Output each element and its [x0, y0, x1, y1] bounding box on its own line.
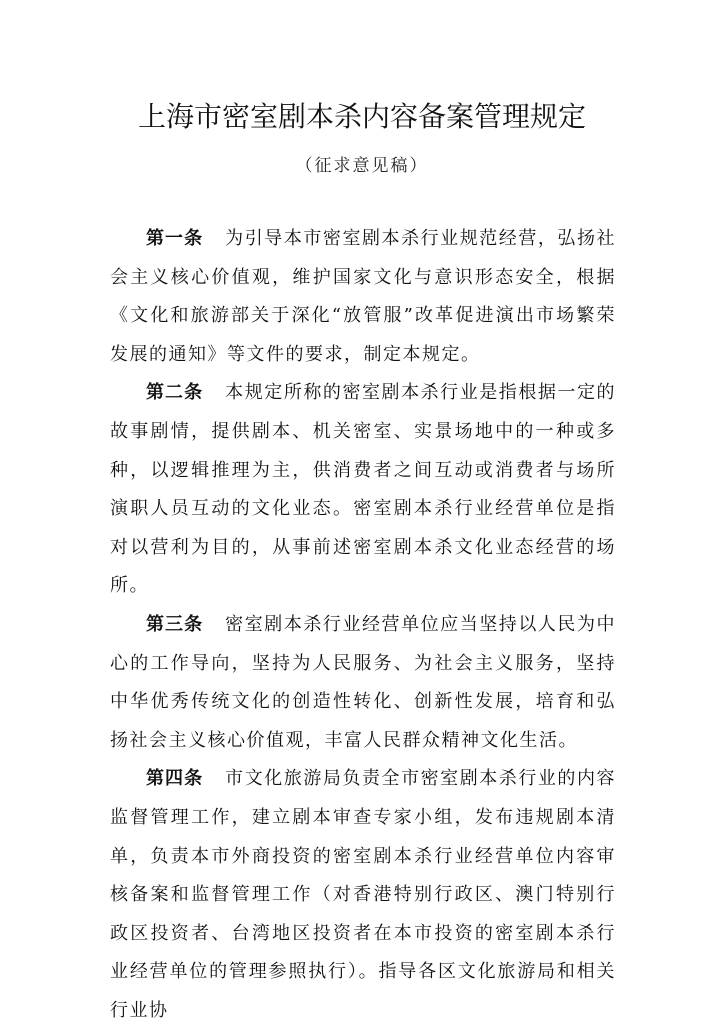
article-3	[110, 606, 616, 760]
article-2	[110, 374, 616, 606]
article-4	[110, 760, 616, 1030]
document-subtitle: （征求意见稿）	[295, 156, 429, 176]
article-text: 本规定所称的密室剧本杀行业是指根据一定的故事剧情，提供剧本、机关密室、实景场地中的一种或多种，以逻辑推理为主，供消费者之间互动或消费者与场所演职人员互动的文化业态。密室剧本杀行业经营单位是指对以营利为目的，从事前述密室剧本杀文化业态经营的场所。	[110, 382, 617, 597]
article-text: 市文化旅游局负责全市密室剧本杀行业的内容监督管理工作，建立剧本审查专家小组，发布违规剧本清单，负责本市外商投资的密室剧本杀行业经营单位内容审核备案和监督管理工作（对香港特别行政区、澳门特别行政区投资者、台湾地区投资者在本市投资的密室剧本杀行业经营单位的管理参照执行）。指导各区文化旅游局和相关行业协	[110, 768, 617, 1021]
article-number: 第二条	[146, 382, 204, 404]
document-body	[110, 220, 616, 1030]
article-number: 第一条	[146, 228, 204, 249]
article-number: 第四条	[146, 768, 204, 790]
article-1	[110, 220, 616, 374]
article-text: 为引导本市密室剧本杀行业规范经营，弘扬社会主义核心价值观，维护国家文化与意识形态安全，根据《文化和旅游部关于深化“放管服”改革促进演出市场繁荣发展的通知》等文件的要求，制定本规定。	[110, 228, 617, 365]
article-text: 密室剧本杀行业经营单位应当坚持以人民为中心的工作导向，坚持为人民服务、为社会主义服务，坚持中华优秀传统文化的创造性转化、创新性发展，培育和弘扬社会主义核心价值观，丰富人民群众精神文化生活。	[110, 613, 617, 751]
document-title: 上海市密室剧本杀内容备案管理规定	[137, 100, 586, 133]
article-number: 第三条	[146, 613, 204, 635]
